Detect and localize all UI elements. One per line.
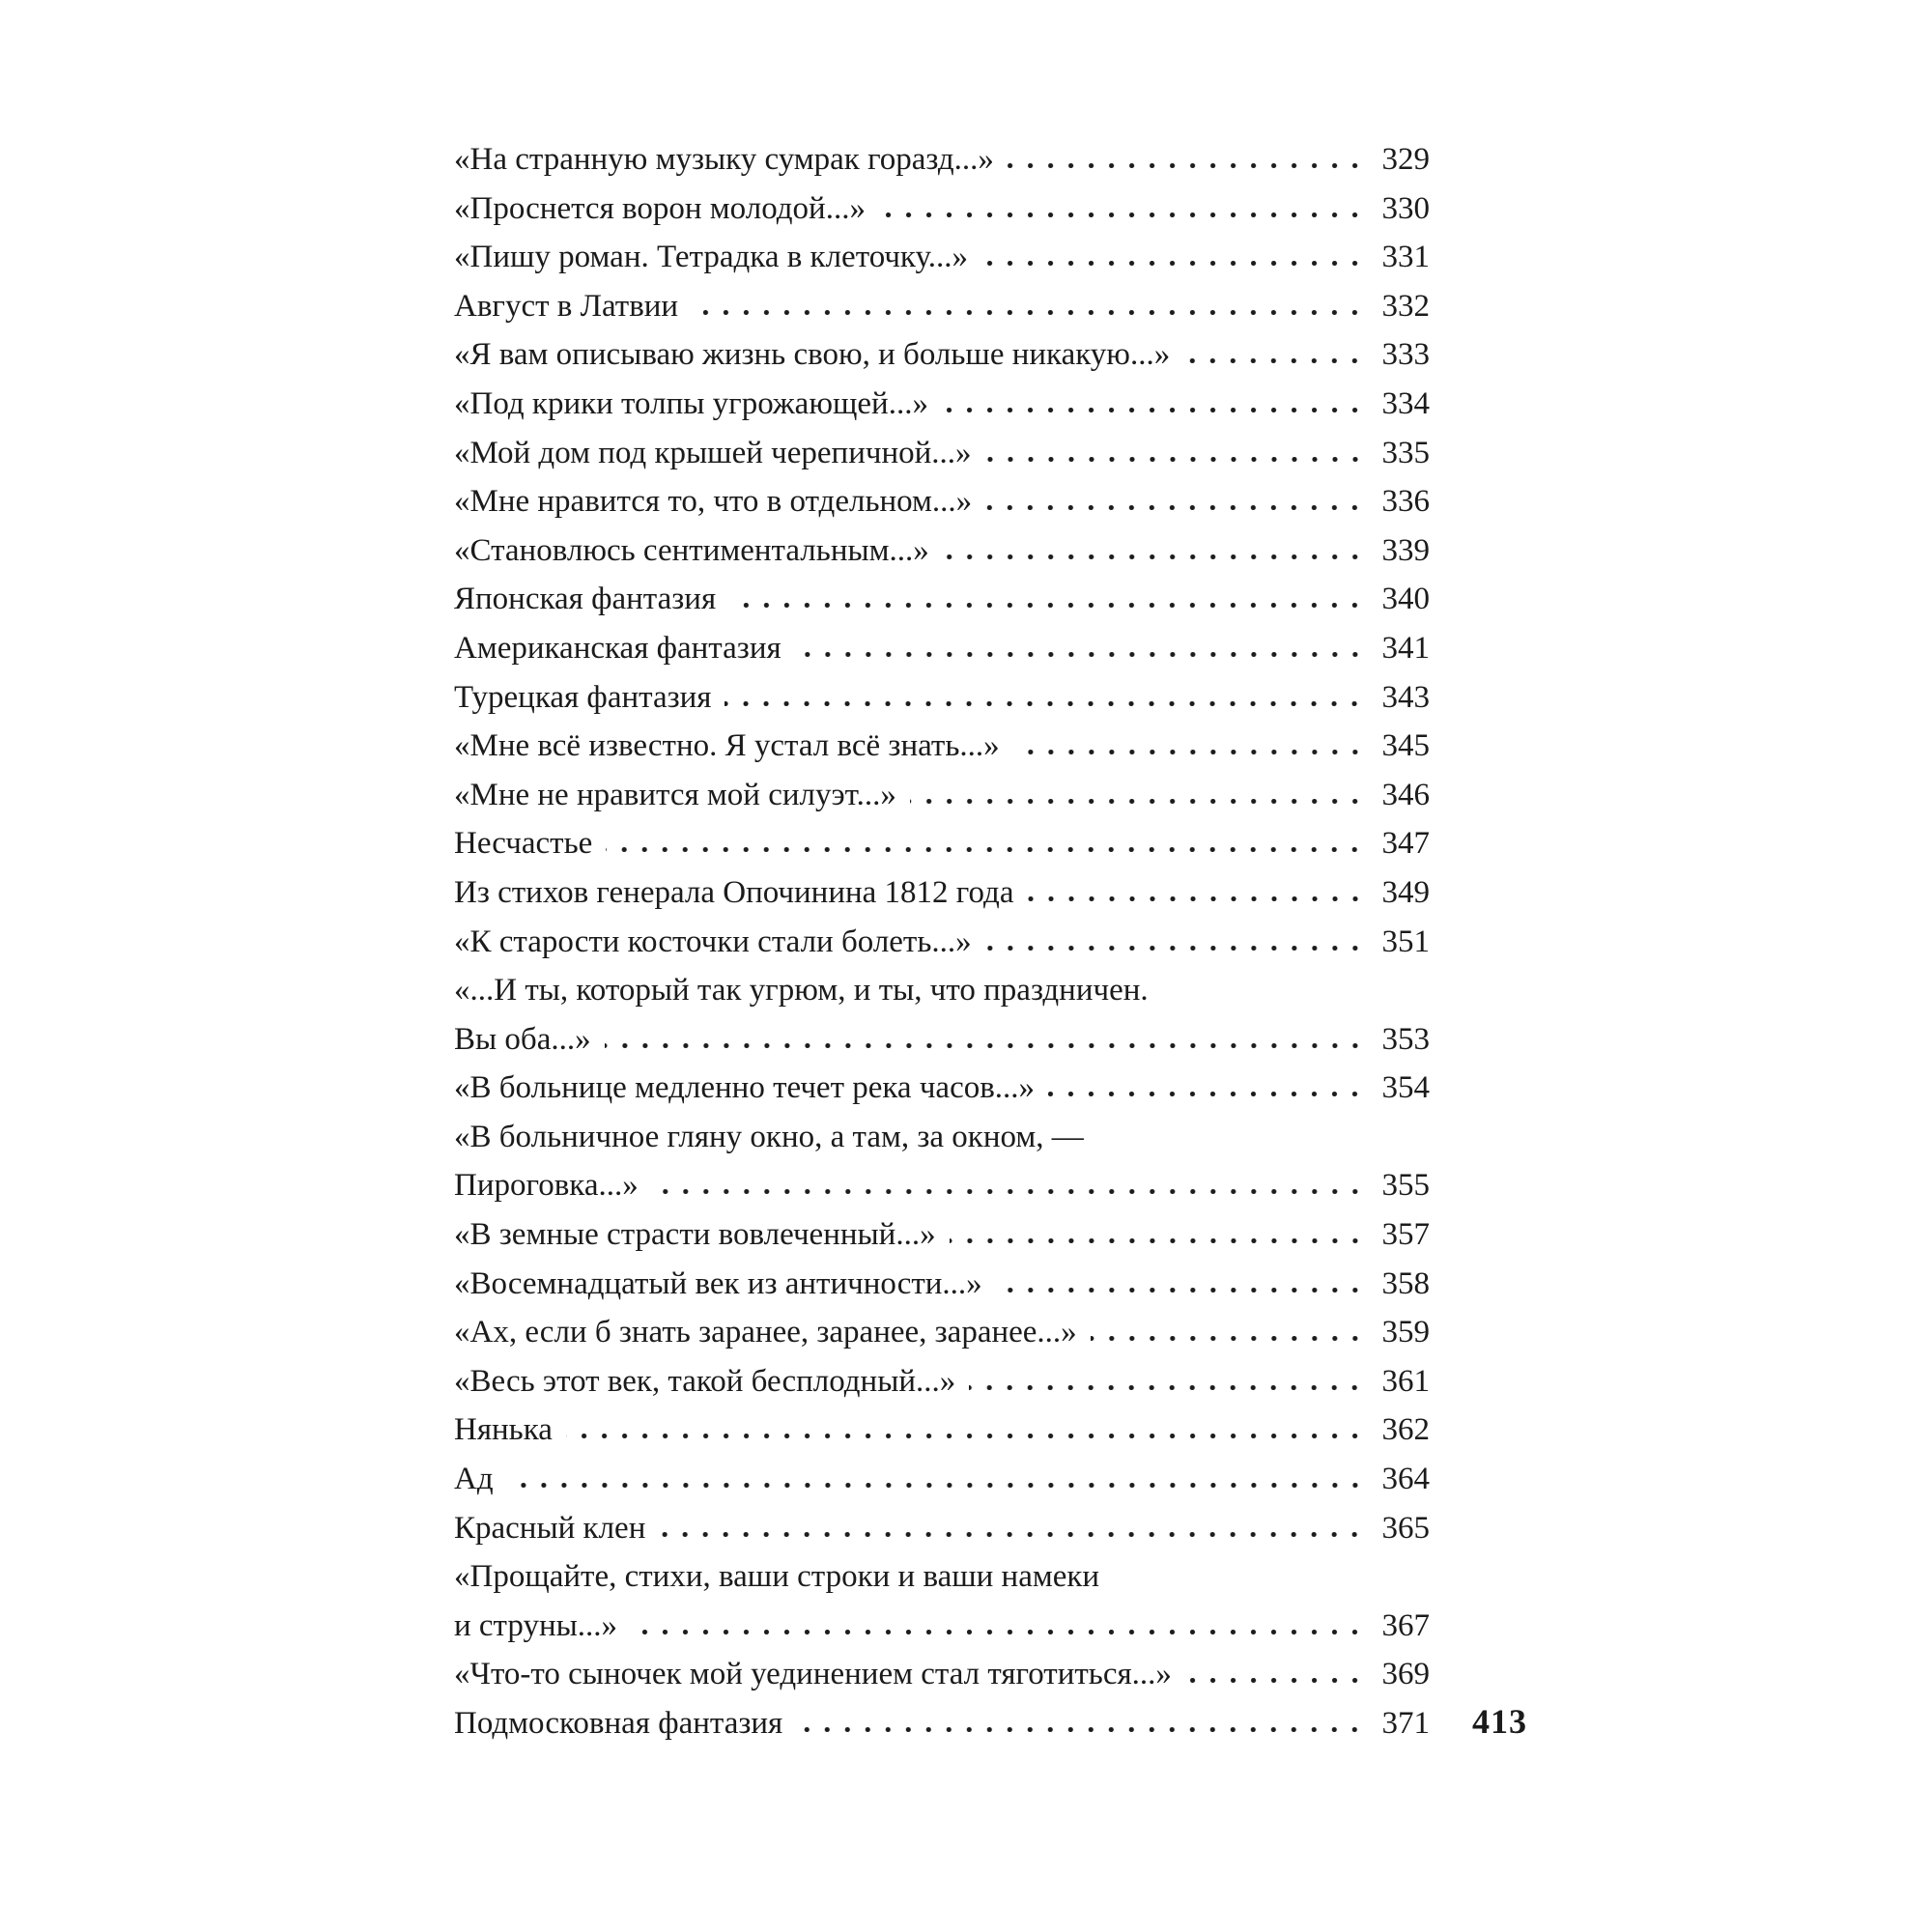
dot-leader	[910, 799, 1358, 805]
toc-entry-page: 339	[1381, 532, 1430, 568]
toc-entry-title: Американская фантазия	[454, 630, 781, 666]
dot-leader	[729, 603, 1358, 609]
toc-entry-page: 361	[1381, 1363, 1430, 1399]
toc-entry-page: 332	[1381, 288, 1430, 324]
toc-entry-title: «Я вам описываю жизнь свою, и больше никакую...»	[454, 337, 1171, 373]
toc-entry-page: 329	[1381, 142, 1430, 177]
toc-entry-title: «В земные страсти вовлеченный...»	[454, 1217, 936, 1253]
toc-entry-title: «Мне не нравится мой силуэт...»	[454, 777, 896, 812]
toc-entry	[454, 575, 1430, 624]
toc-entry-page: 345	[1381, 728, 1430, 764]
dot-leader	[996, 1288, 1358, 1293]
toc-entry-title: Несчастье	[454, 826, 593, 862]
toc-entry-page: 354	[1381, 1070, 1430, 1106]
dot-leader	[605, 1043, 1358, 1049]
toc-entry-page: 362	[1381, 1412, 1430, 1448]
dot-leader	[652, 1189, 1358, 1195]
toc-entry-page: 334	[1381, 385, 1430, 421]
toc-entry	[454, 722, 1430, 771]
toc-entry	[454, 1064, 1430, 1113]
toc-entry	[454, 233, 1430, 282]
toc-entry-title: «Мне всё известно. Я устал всё знать...»	[454, 728, 1000, 764]
dot-leader	[566, 1434, 1358, 1439]
toc-line	[454, 1455, 1430, 1504]
toc-entry-title: «Мой дом под крышей черепичной...»	[454, 435, 972, 470]
toc-entry-page: 355	[1381, 1168, 1430, 1204]
toc-line	[454, 185, 1430, 234]
dot-leader	[795, 652, 1358, 658]
toc-entry-page: 371	[1381, 1706, 1430, 1741]
toc-line	[454, 429, 1430, 478]
toc-entry-page: 347	[1381, 826, 1430, 862]
toc-line	[454, 1406, 1430, 1455]
toc-entry-page: 346	[1381, 777, 1430, 812]
toc-line	[454, 1504, 1430, 1553]
toc-entry-title: «...И ты, который так угрюм, и ты, что праздничен.	[454, 973, 1149, 1009]
dot-leader	[1185, 1678, 1358, 1684]
dot-leader	[950, 1238, 1358, 1244]
toc-entry	[454, 1357, 1430, 1406]
toc-entry	[454, 1113, 1430, 1210]
toc-entry-title: Турецкая фантазия	[454, 679, 712, 715]
toc-line	[454, 477, 1430, 526]
toc-entry-page: 343	[1381, 679, 1430, 715]
toc-line	[454, 1260, 1430, 1309]
toc-line	[454, 575, 1430, 624]
dot-leader	[943, 554, 1358, 560]
dot-leader	[1048, 1092, 1358, 1097]
toc-entry-title: «Мне нравится то, что в отдельном...»	[454, 484, 973, 520]
toc-entry-title: Японская фантазия	[454, 582, 717, 617]
toc-line	[454, 966, 1430, 1015]
toc-entry	[454, 624, 1430, 673]
dot-leader	[981, 261, 1358, 267]
toc-entry	[454, 1406, 1430, 1455]
dot-leader	[985, 505, 1358, 511]
toc-entry-title: Ад	[454, 1462, 494, 1497]
toc-entry-title: Подмосковная фантазия	[454, 1706, 783, 1741]
toc-line	[454, 282, 1430, 331]
toc-entry-title: «Весь этот век, такой бесплодный...»	[454, 1363, 956, 1399]
toc-entry-title: «Восемнадцатый век из античности...»	[454, 1265, 982, 1301]
toc-line	[454, 233, 1430, 282]
toc-entry	[454, 185, 1430, 234]
toc-entry-title: «Под крики толпы угрожающей...»	[454, 385, 928, 421]
dot-leader	[1008, 163, 1358, 169]
toc-entry-title: «На странную музыку сумрак горазд...»	[454, 142, 994, 177]
toc-line	[454, 1699, 1430, 1748]
toc-entry-page: 364	[1381, 1462, 1430, 1497]
toc-entry	[454, 380, 1430, 429]
toc-entry	[454, 1699, 1430, 1748]
toc-line	[454, 1650, 1430, 1699]
dot-leader	[942, 408, 1358, 413]
toc-entry	[454, 1552, 1430, 1650]
toc-entry	[454, 135, 1430, 185]
toc-line	[454, 1015, 1430, 1065]
toc-entry-page: 333	[1381, 337, 1430, 373]
toc-line	[454, 1210, 1430, 1260]
toc-line	[454, 771, 1430, 820]
toc-entry-title: «В больничное гляну окно, а там, за окном, —	[454, 1119, 1084, 1154]
dot-leader	[1013, 750, 1358, 755]
toc-entry-title: Август в Латвии	[454, 288, 679, 324]
toc-entry-title: Красный клен	[454, 1510, 646, 1546]
toc-entry	[454, 966, 1430, 1064]
toc-line	[454, 526, 1430, 576]
dot-leader	[1091, 1336, 1358, 1342]
toc-entry-page: 359	[1381, 1315, 1430, 1350]
toc-entry-title: «В больнице медленно течет река часов...»	[454, 1070, 1036, 1106]
toc-line	[454, 1552, 1430, 1602]
toc-entry	[454, 477, 1430, 526]
toc-entry-page: 330	[1381, 190, 1430, 226]
toc-entry-page: 340	[1381, 582, 1430, 617]
toc-entry	[454, 1308, 1430, 1357]
toc-entry	[454, 1504, 1430, 1553]
toc-entry	[454, 1210, 1430, 1260]
toc-line	[454, 819, 1430, 868]
toc-line	[454, 380, 1430, 429]
toc-entry	[454, 868, 1430, 918]
toc-entry	[454, 771, 1430, 820]
dot-leader	[796, 1727, 1358, 1733]
toc-line	[454, 1064, 1430, 1113]
toc-line	[454, 1602, 1430, 1651]
toc-line	[454, 330, 1430, 380]
toc-line	[454, 624, 1430, 673]
toc-list	[454, 135, 1430, 1748]
toc-entry-page: 336	[1381, 484, 1430, 520]
dot-leader	[606, 847, 1358, 853]
dot-leader	[879, 213, 1358, 218]
toc-entry-page: 353	[1381, 1021, 1430, 1057]
toc-line	[454, 1357, 1430, 1406]
dot-leader	[724, 701, 1358, 707]
toc-entry-title: Нянька	[454, 1412, 553, 1448]
toc-line	[454, 722, 1430, 771]
toc-entry	[454, 282, 1430, 331]
toc-entry-title: и струны...»	[454, 1607, 618, 1643]
toc-entry-page: 331	[1381, 240, 1430, 275]
toc-line	[454, 135, 1430, 185]
toc-entry-title: Вы оба...»	[454, 1021, 591, 1057]
dot-leader	[1028, 896, 1359, 902]
toc-entry-page: 335	[1381, 435, 1430, 470]
dot-leader	[969, 1385, 1358, 1391]
toc-entry-title: «Ах, если б знать заранее, заранее, заранее...»	[454, 1315, 1077, 1350]
toc-entry	[454, 918, 1430, 967]
toc-line	[454, 1113, 1430, 1162]
toc-entry-page: 369	[1381, 1657, 1430, 1692]
toc-entry-page: 365	[1381, 1510, 1430, 1546]
toc-entry	[454, 526, 1430, 576]
toc-entry	[454, 330, 1430, 380]
dot-leader	[985, 946, 1358, 952]
toc-entry-title: «Пишу роман. Тетрадка в клеточку...»	[454, 240, 968, 275]
toc-line	[454, 673, 1430, 723]
toc-entry	[454, 819, 1430, 868]
toc-entry-page: 358	[1381, 1265, 1430, 1301]
dot-leader	[692, 310, 1358, 316]
dot-leader	[985, 457, 1358, 463]
toc-entry-page: 349	[1381, 874, 1430, 910]
toc-entry-title: Пироговка...»	[454, 1168, 639, 1204]
toc-line	[454, 868, 1430, 918]
dot-leader	[659, 1532, 1358, 1538]
toc-entry-title: «Прощайте, стихи, ваши строки и ваши намеки	[454, 1559, 1100, 1595]
toc-entry	[454, 1650, 1430, 1699]
toc-entry-title: «К старости косточки стали болеть...»	[454, 923, 972, 959]
toc-entry-title: «Проснется ворон молодой...»	[454, 190, 866, 226]
toc-entry-page: 351	[1381, 923, 1430, 959]
dot-leader	[1183, 358, 1358, 364]
toc-line	[454, 1308, 1430, 1357]
toc-entry	[454, 1260, 1430, 1309]
toc-entry-title: «Что-то сыночек мой уединением стал тяготиться...»	[454, 1657, 1172, 1692]
toc-line	[454, 918, 1430, 967]
toc-entry-page: 341	[1381, 630, 1430, 666]
toc-entry	[454, 673, 1430, 723]
toc-entry-title: Из стихов генерала Опочинина 1812 года	[454, 874, 1014, 910]
toc-entry-title: «Становлюсь сентиментальным...»	[454, 532, 929, 568]
dot-leader	[507, 1483, 1358, 1489]
toc-entry-page: 367	[1381, 1607, 1430, 1643]
dot-leader	[631, 1630, 1358, 1635]
folio-page-number: 413	[1472, 1702, 1527, 1741]
toc-line	[454, 1161, 1430, 1210]
toc-entry-page: 357	[1381, 1217, 1430, 1253]
toc-entry	[454, 1455, 1430, 1504]
toc-entry	[454, 429, 1430, 478]
